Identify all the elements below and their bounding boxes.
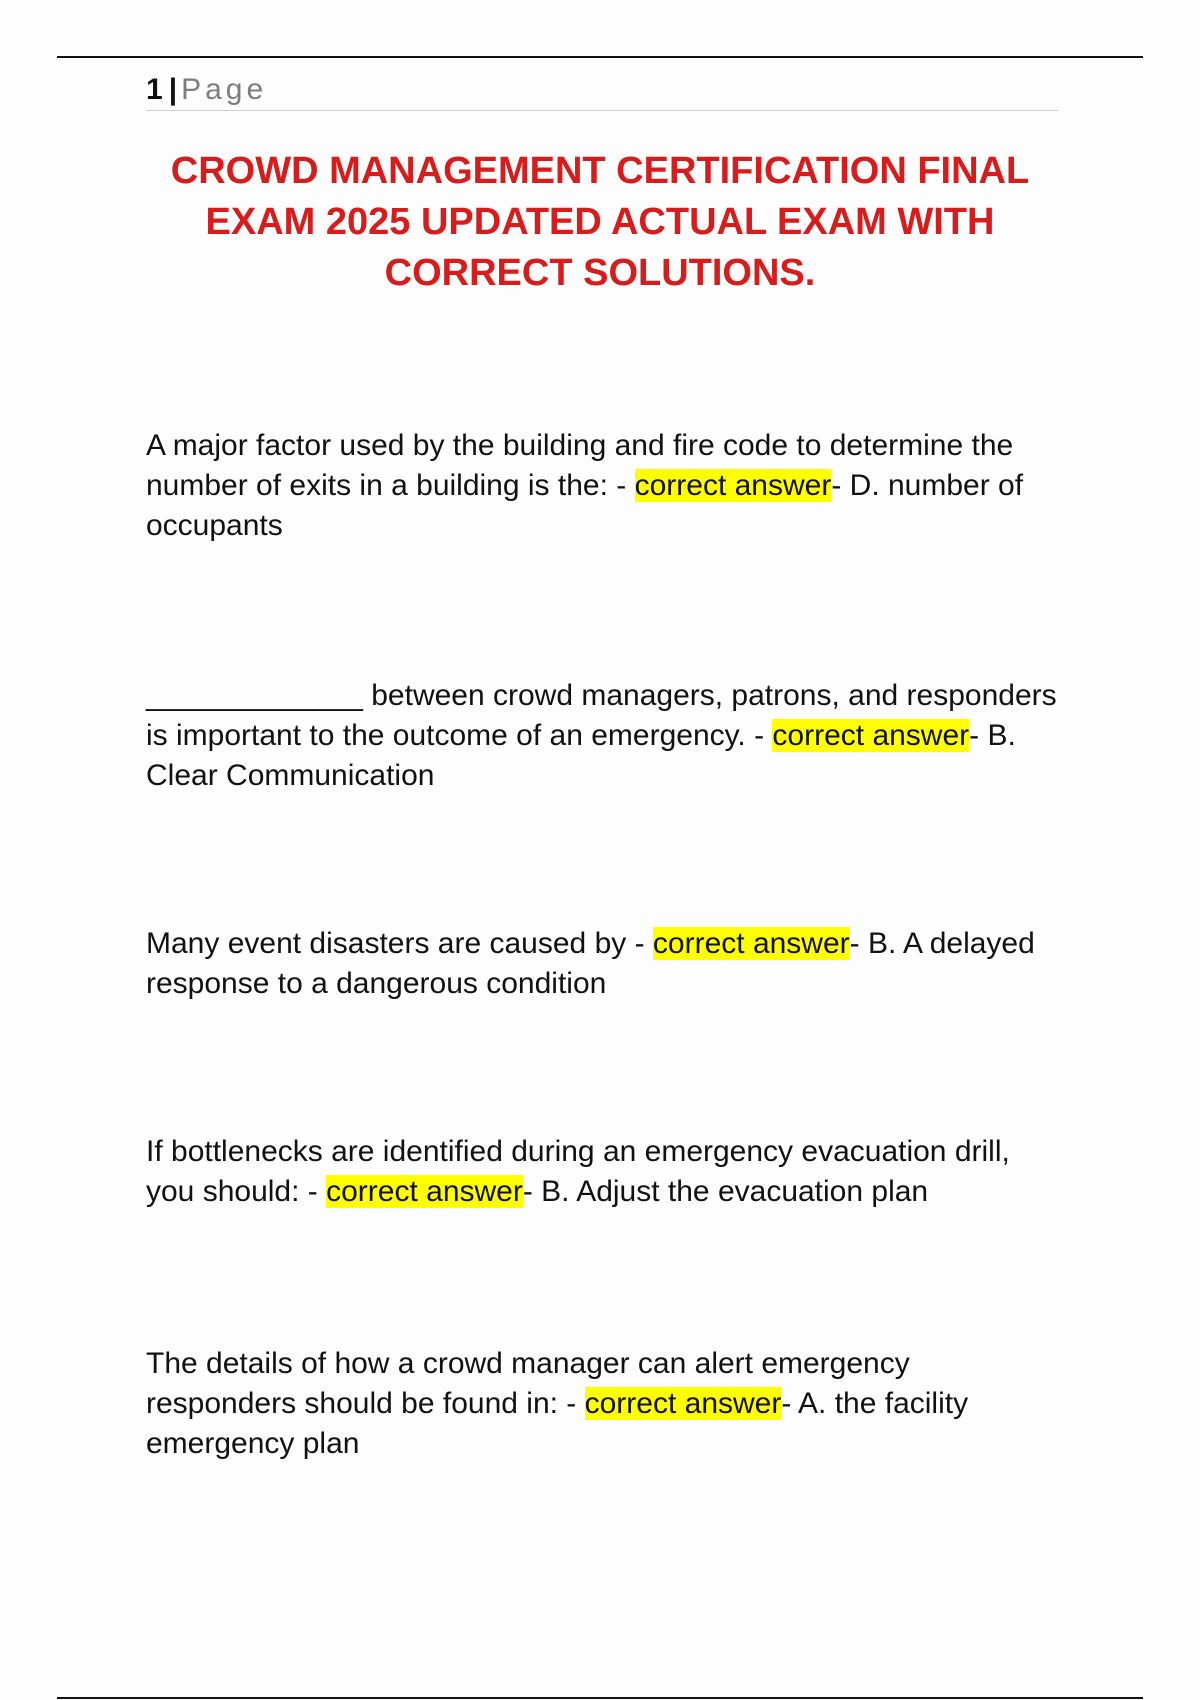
question-text: If bottlenecks are identified during an emergency evacuation drill, you should: - bbox=[146, 1135, 1010, 1208]
answer-text: - B. Clear Communication bbox=[146, 719, 1016, 792]
question-text: Many event disasters are caused by - bbox=[146, 927, 653, 960]
page-separator: | bbox=[168, 73, 178, 106]
answer-highlight: correct answer bbox=[772, 719, 970, 752]
answer-highlight: correct answer bbox=[584, 1387, 782, 1420]
bottom-rule bbox=[57, 1697, 1143, 1699]
answer-text: - B. Adjust the evacuation plan bbox=[522, 1175, 929, 1208]
question-block bbox=[146, 1132, 1066, 1212]
answer-text: - A. the facility emergency plan bbox=[146, 1387, 969, 1460]
answer-text: - B. A delayed response to a dangerous condition bbox=[146, 927, 1035, 1000]
answer-highlight: correct answer bbox=[634, 469, 832, 502]
answer-text: - D. number of occupants bbox=[146, 469, 1024, 542]
answer-highlight: correct answer bbox=[652, 927, 850, 960]
question-block bbox=[146, 426, 1066, 546]
question-block bbox=[146, 924, 1066, 1004]
page-number: 1 bbox=[146, 73, 163, 106]
question-block bbox=[146, 1344, 1066, 1464]
document-title: CROWD MANAGEMENT CERTIFICATION FINAL EXAM 2025 UPDATED ACTUAL EXAM WITH CORRECT SOLUTIONS. bbox=[170, 150, 1030, 294]
question-block bbox=[146, 676, 1066, 796]
question-text: _____________ between crowd managers, patrons, and responders is important to the outcome of an emergency. - bbox=[146, 679, 1057, 752]
top-rule bbox=[57, 56, 1143, 58]
question-text: The details of how a crowd manager can alert emergency responders should be found in: - bbox=[146, 1347, 910, 1420]
answer-highlight: correct answer bbox=[326, 1175, 523, 1208]
page-header bbox=[146, 70, 1058, 111]
page-label: Page bbox=[181, 73, 268, 106]
question-text: A major factor used by the building and fire code to determine the number of exits in a building is the: - bbox=[146, 429, 1014, 502]
